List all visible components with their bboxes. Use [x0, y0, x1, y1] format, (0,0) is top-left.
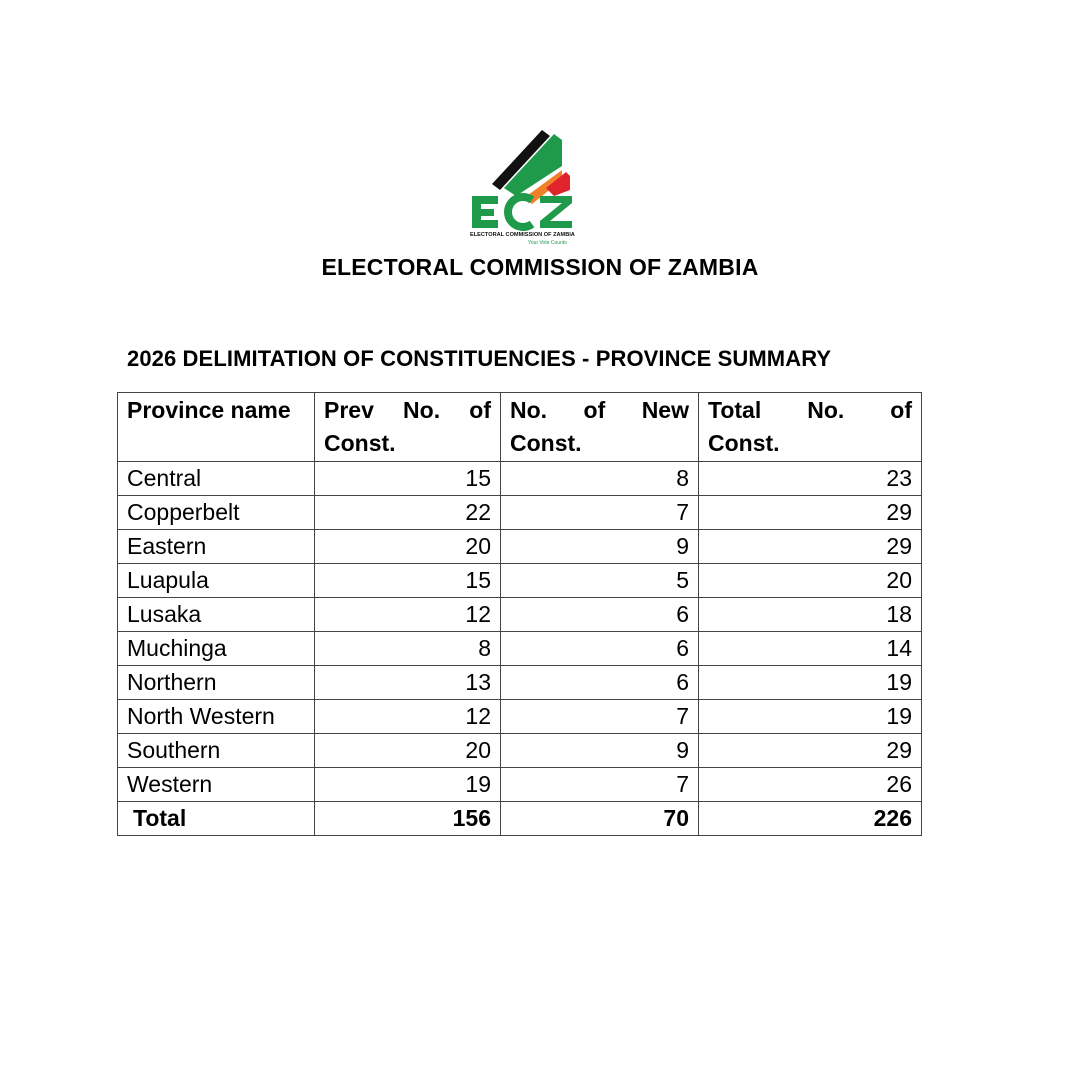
prev-const-cell: 15	[315, 564, 501, 598]
new-const-cell: 6	[501, 598, 699, 632]
header-province-name-label: Province name	[127, 397, 291, 423]
total-total-cell: 226	[699, 802, 922, 836]
total-const-cell: 19	[699, 666, 922, 700]
province-cell: Luapula	[118, 564, 315, 598]
new-const-cell: 5	[501, 564, 699, 598]
total-new-cell: 70	[501, 802, 699, 836]
prev-const-cell: 20	[315, 530, 501, 564]
province-cell: Eastern	[118, 530, 315, 564]
header-new-const-line1: No. of New	[510, 397, 689, 423]
total-const-cell: 18	[699, 598, 922, 632]
table-header-row	[118, 393, 922, 462]
prev-const-cell: 19	[315, 768, 501, 802]
logo-tagline: Your Vote Counts	[528, 240, 567, 246]
org-title: ELECTORAL COMMISSION OF ZAMBIA	[321, 254, 759, 280]
prev-const-cell: 12	[315, 700, 501, 734]
total-const-cell: 20	[699, 564, 922, 598]
new-const-cell: 7	[501, 496, 699, 530]
province-cell: Muchinga	[118, 632, 315, 666]
ecz-logo-icon	[466, 126, 582, 248]
table-row	[118, 564, 922, 598]
table-row	[118, 666, 922, 700]
prev-const-cell: 13	[315, 666, 501, 700]
new-const-cell: 8	[501, 462, 699, 496]
table-row	[118, 700, 922, 734]
total-const-cell: 29	[699, 496, 922, 530]
province-cell: Western	[118, 768, 315, 802]
header-total-const-line1: Total No. of	[708, 397, 912, 423]
province-cell: Copperbelt	[118, 496, 315, 530]
total-const-cell: 29	[699, 734, 922, 768]
new-const-cell: 6	[501, 632, 699, 666]
province-cell: Lusaka	[118, 598, 315, 632]
total-prev-cell: 156	[315, 802, 501, 836]
header-prev-const-line1: Prev No. of	[324, 397, 491, 423]
prev-const-cell: 20	[315, 734, 501, 768]
header-prev-const	[315, 393, 501, 462]
header-new-const-line2: Const.	[510, 430, 582, 456]
table-row	[118, 496, 922, 530]
document-title: 2026 DELIMITATION OF CONSTITUENCIES - PROVINCE SUMMARY	[127, 346, 832, 371]
new-const-cell: 6	[501, 666, 699, 700]
total-const-cell: 23	[699, 462, 922, 496]
prev-const-cell: 15	[315, 462, 501, 496]
prev-const-cell: 8	[315, 632, 501, 666]
total-const-cell: 26	[699, 768, 922, 802]
ecz-logo	[466, 126, 582, 248]
new-const-cell: 9	[501, 734, 699, 768]
header-province-name	[118, 393, 315, 462]
table-row	[118, 462, 922, 496]
province-summary-table	[117, 392, 922, 836]
header-total-const	[699, 393, 922, 462]
prev-const-cell: 12	[315, 598, 501, 632]
new-const-cell: 7	[501, 700, 699, 734]
table-row	[118, 768, 922, 802]
logo-full-name: ELECTORAL COMMISSION OF ZAMBIA	[470, 232, 575, 238]
table-row	[118, 632, 922, 666]
total-const-cell: 14	[699, 632, 922, 666]
total-row	[118, 802, 922, 836]
table-row	[118, 530, 922, 564]
province-cell: Northern	[118, 666, 315, 700]
province-cell: North Western	[118, 700, 315, 734]
prev-const-cell: 22	[315, 496, 501, 530]
total-label-cell: Total	[118, 802, 315, 836]
table-row	[118, 734, 922, 768]
header-new-const	[501, 393, 699, 462]
header-prev-const-line2: Const.	[324, 430, 396, 456]
new-const-cell: 7	[501, 768, 699, 802]
province-cell: Central	[118, 462, 315, 496]
total-const-cell: 29	[699, 530, 922, 564]
new-const-cell: 9	[501, 530, 699, 564]
table-row	[118, 598, 922, 632]
total-const-cell: 19	[699, 700, 922, 734]
header-total-const-line2: Const.	[708, 430, 780, 456]
province-cell: Southern	[118, 734, 315, 768]
